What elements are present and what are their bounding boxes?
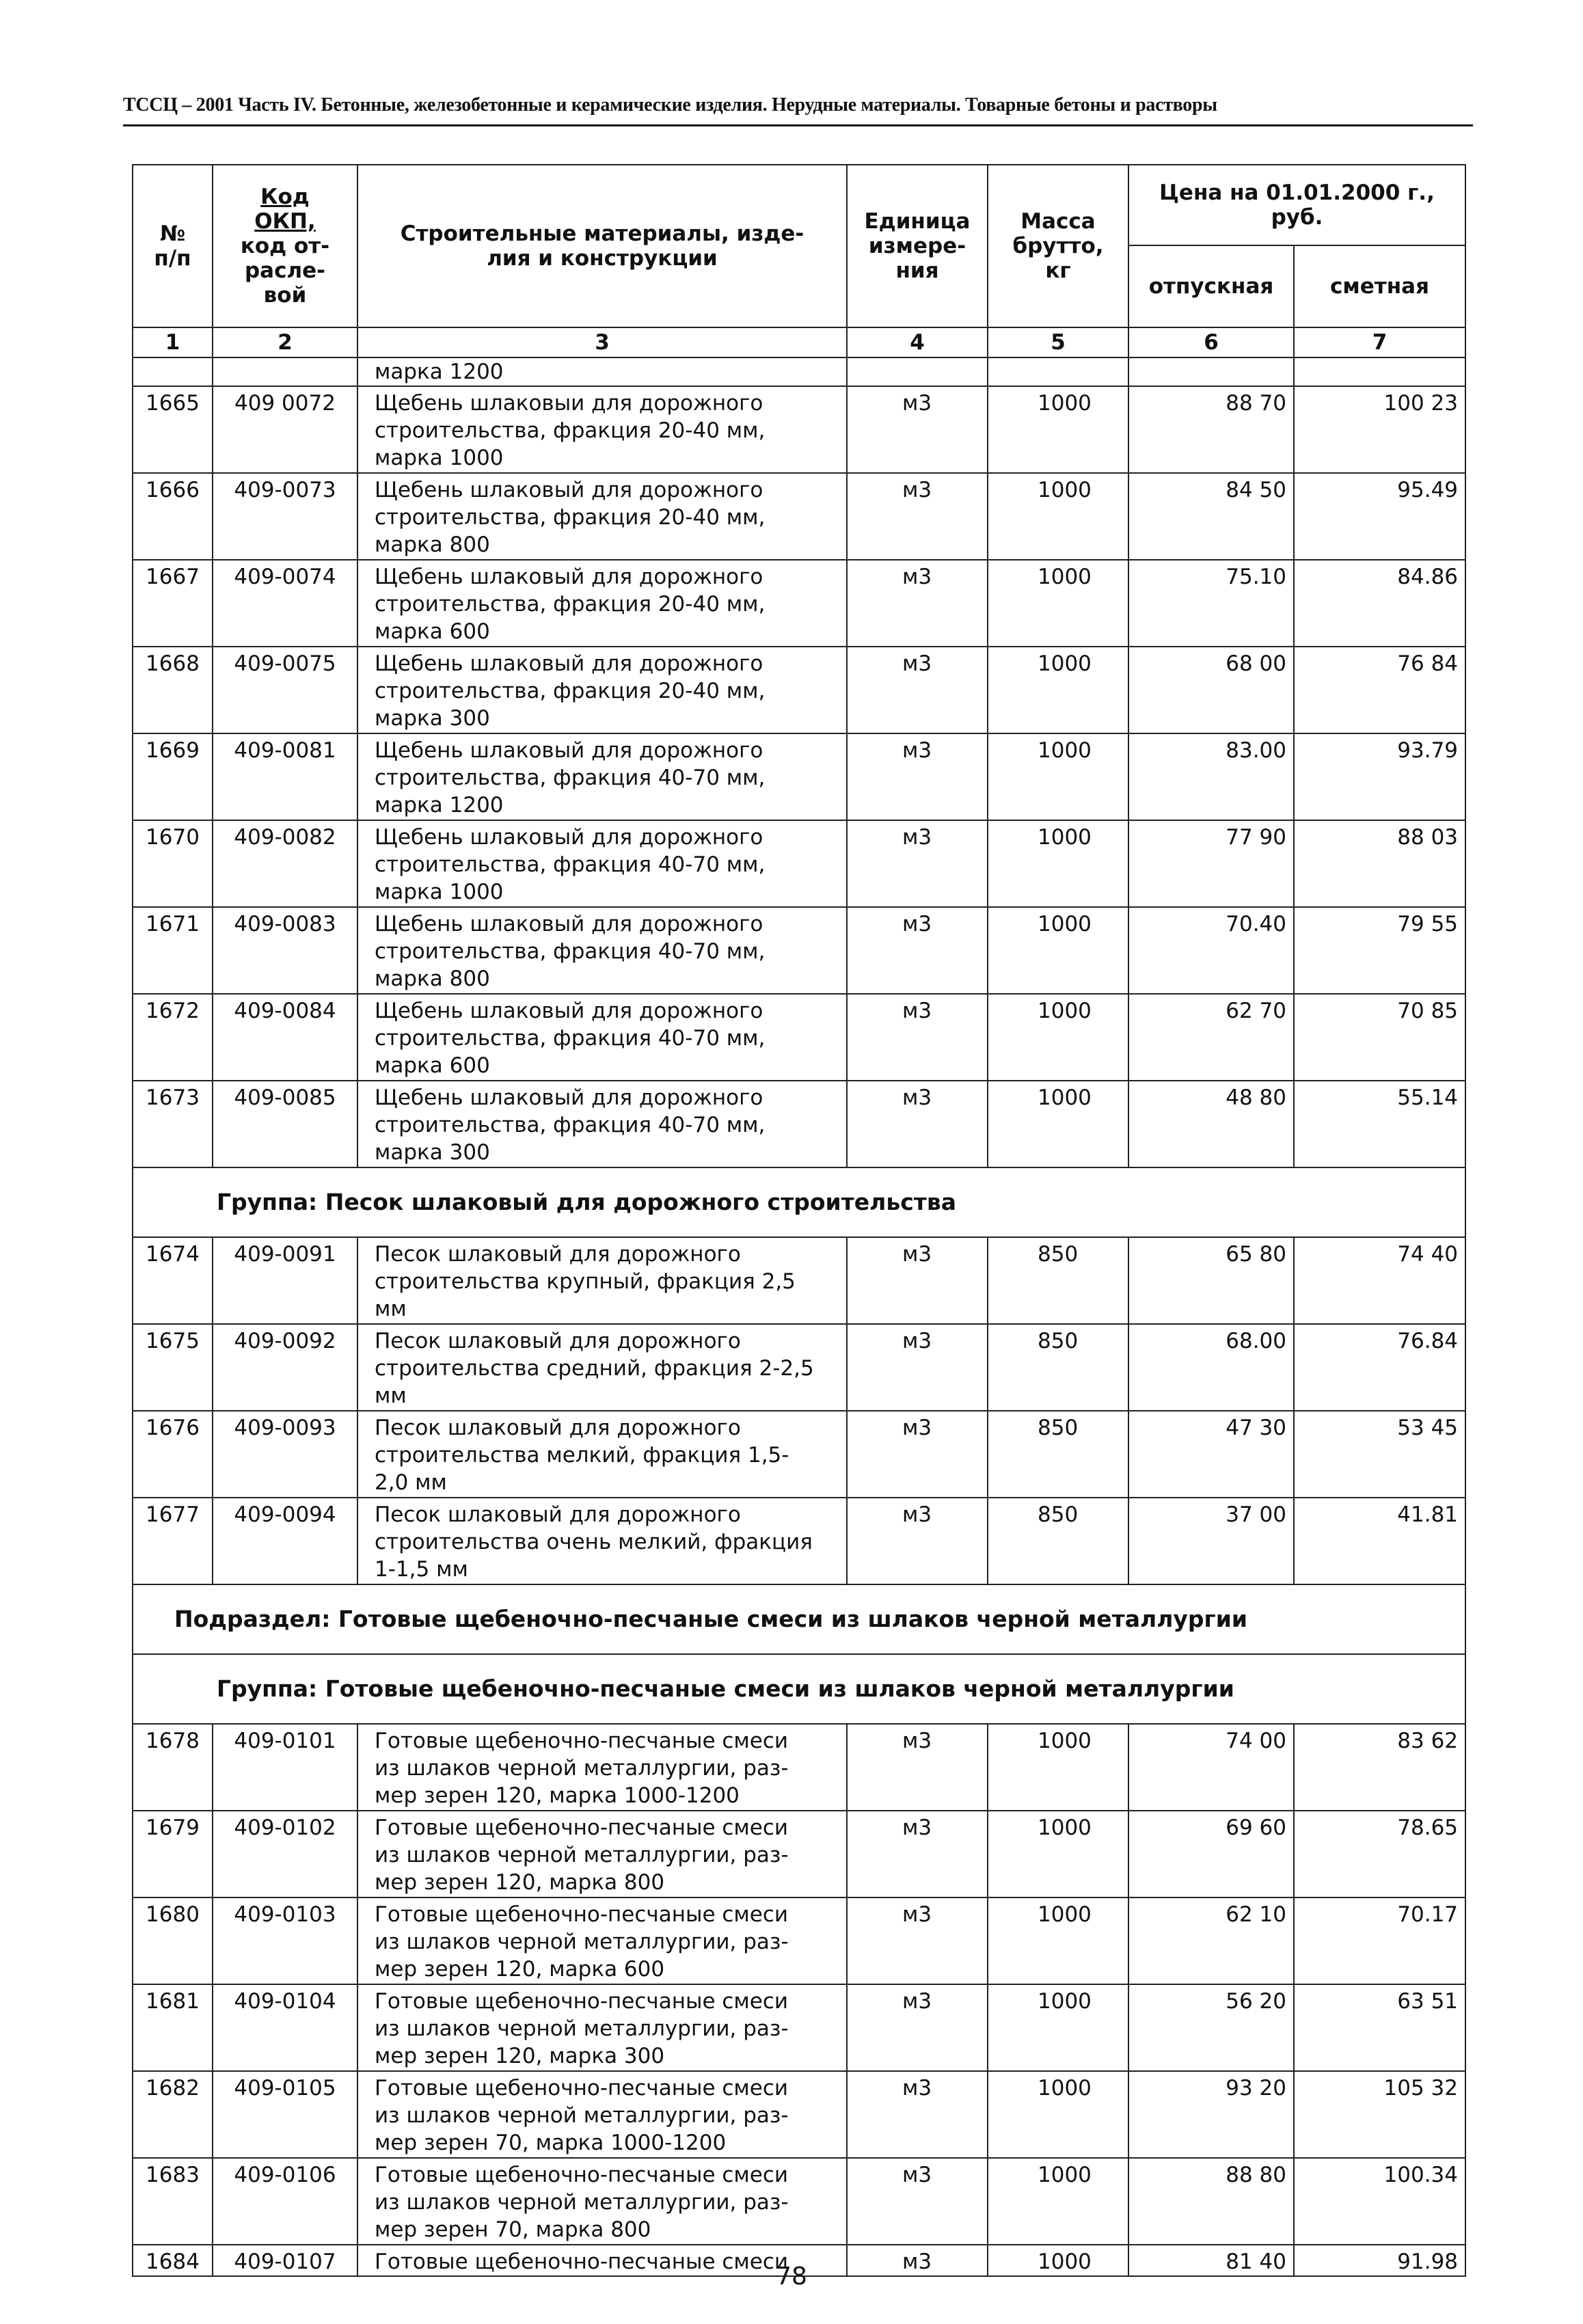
release-price: 56 20 bbox=[1128, 1984, 1294, 2071]
row-number: 1671 bbox=[133, 907, 213, 994]
release-price: 84 50 bbox=[1128, 473, 1294, 560]
material-name-line: Готовые щебеночно-песчаные смеси bbox=[375, 2076, 789, 2100]
material-name bbox=[357, 907, 847, 994]
material-name-line: Щебень шлаковый для дорожного bbox=[375, 912, 763, 936]
material-name-line: строительства, фракция 20-40 мм, bbox=[375, 418, 766, 443]
gross-mass: 850 bbox=[988, 1411, 1128, 1498]
material-name-line: мер зерен 70, марка 1000-1200 bbox=[375, 2131, 727, 2155]
row-number: 1667 bbox=[133, 560, 213, 647]
okp-code: 409-0101 bbox=[213, 1724, 357, 1811]
unit: м3 bbox=[847, 820, 988, 907]
estimate-price: 41.81 bbox=[1294, 1498, 1465, 1584]
col-header-release-price: отпускная bbox=[1128, 245, 1294, 327]
column-number: 4 bbox=[847, 327, 988, 357]
gross-mass: 1000 bbox=[988, 647, 1128, 733]
material-name bbox=[357, 1081, 847, 1167]
okp-code: 409-0092 bbox=[213, 1324, 357, 1411]
release-price: 68 00 bbox=[1128, 647, 1294, 733]
estimate-price: 100.34 bbox=[1294, 2158, 1465, 2245]
material-name-line: марка 800 bbox=[375, 967, 490, 991]
material-name-line: из шлаков черной металлургии, раз- bbox=[375, 2190, 789, 2215]
material-name-line: из шлаков черной металлургии, раз- bbox=[375, 2103, 789, 2128]
col-header-mass: Масса брутто, кг bbox=[988, 165, 1128, 327]
page-number: 78 bbox=[776, 2262, 807, 2291]
release-price: 68.00 bbox=[1128, 1324, 1294, 1411]
release-price: 83.00 bbox=[1128, 733, 1294, 820]
okp-code: 409-0093 bbox=[213, 1411, 357, 1498]
column-number: 5 bbox=[988, 327, 1128, 357]
gross-mass: 1000 bbox=[988, 1811, 1128, 1897]
material-name-line: марка 800 bbox=[375, 532, 490, 557]
unit: м3 bbox=[847, 733, 988, 820]
release-price: 81 40 bbox=[1128, 2245, 1294, 2276]
okp-code: 409-0082 bbox=[213, 820, 357, 907]
unit: м3 bbox=[847, 1411, 988, 1498]
row-number: 1683 bbox=[133, 2158, 213, 2245]
column-number: 3 bbox=[357, 327, 847, 357]
material-name-line: Щебень шлаковыи для дорожного bbox=[375, 391, 763, 416]
column-number: 2 bbox=[213, 327, 357, 357]
column-numbers-row bbox=[133, 327, 1465, 357]
material-name bbox=[357, 473, 847, 560]
estimate-price: 63 51 bbox=[1294, 1984, 1465, 2071]
material-name-line: Песок шлаковый для дорожного bbox=[375, 1502, 741, 1527]
row-number: 1675 bbox=[133, 1324, 213, 1411]
material-name bbox=[357, 1411, 847, 1498]
material-name-line: Щебень шлаковый для дорожного bbox=[375, 1085, 763, 1110]
okp-code: 409-0073 bbox=[213, 473, 357, 560]
release-price: 62 10 bbox=[1128, 1897, 1294, 1984]
unit: м3 bbox=[847, 1498, 988, 1584]
unit: м3 bbox=[847, 1237, 988, 1324]
table-row bbox=[133, 647, 1465, 733]
table-row bbox=[133, 560, 1465, 647]
release-price: 65 80 bbox=[1128, 1237, 1294, 1324]
unit: м3 bbox=[847, 1081, 988, 1167]
material-name bbox=[357, 560, 847, 647]
table-row bbox=[133, 2158, 1465, 2245]
material-name-line: мм bbox=[375, 1383, 407, 1408]
estimate-price: 79 55 bbox=[1294, 907, 1465, 994]
material-name-line: Готовые щебеночно-песчаные смеси bbox=[375, 1902, 789, 1927]
row-number: 1684 bbox=[133, 2245, 213, 2276]
table-body bbox=[133, 357, 1465, 2276]
release-price: 48 80 bbox=[1128, 1081, 1294, 1167]
material-name-line: строительства средний, фракция 2-2,5 bbox=[375, 1356, 814, 1381]
group-heading-row bbox=[133, 1167, 1465, 1237]
material-name bbox=[357, 994, 847, 1081]
release-price: 88 70 bbox=[1128, 386, 1294, 473]
okp-code: 409-0106 bbox=[213, 2158, 357, 2245]
unit: м3 bbox=[847, 2245, 988, 2276]
release-price: 62 70 bbox=[1128, 994, 1294, 1081]
material-name-line: Готовые щебеночно-песчаные смеси bbox=[375, 1729, 789, 1753]
row-number: 1665 bbox=[133, 386, 213, 473]
unit: м3 bbox=[847, 2158, 988, 2245]
unit: м3 bbox=[847, 994, 988, 1081]
material-name-line: марка 300 bbox=[375, 1140, 490, 1165]
continuation-text: марка 1200 bbox=[357, 357, 847, 386]
okp-code: 409 0072 bbox=[213, 386, 357, 473]
unit: м3 bbox=[847, 560, 988, 647]
material-name-line: строительства, фракция 40-70 мм, bbox=[375, 852, 766, 877]
estimate-price: 95.49 bbox=[1294, 473, 1465, 560]
okp-code: 409-0083 bbox=[213, 907, 357, 994]
material-name-line: строительства, фракция 40-70 мм, bbox=[375, 1113, 766, 1137]
material-name-line: из шлаков черной металлургии, раз- bbox=[375, 2016, 789, 2041]
col-header-unit: Единица измере- ния bbox=[847, 165, 988, 327]
table-row bbox=[133, 1897, 1465, 1984]
column-number: 7 bbox=[1294, 327, 1465, 357]
estimate-price: 76 84 bbox=[1294, 647, 1465, 733]
gross-mass: 1000 bbox=[988, 1724, 1128, 1811]
material-name-line: марка 1000 bbox=[375, 880, 504, 904]
okp-code: 409-0094 bbox=[213, 1498, 357, 1584]
gross-mass: 1000 bbox=[988, 560, 1128, 647]
gross-mass: 1000 bbox=[988, 473, 1128, 560]
release-price: 75.10 bbox=[1128, 560, 1294, 647]
estimate-price: 74 40 bbox=[1294, 1237, 1465, 1324]
release-price: 93 20 bbox=[1128, 2071, 1294, 2158]
row-number: 1669 bbox=[133, 733, 213, 820]
table-row bbox=[133, 1724, 1465, 1811]
okp-code: 409-0091 bbox=[213, 1237, 357, 1324]
running-header: ТССЦ – 2001 Часть IV. Бетонные, железобетонные и керамические изделия. Нерудные материалы. Товарные бетоны и растворы bbox=[123, 94, 1217, 116]
material-name bbox=[357, 1324, 847, 1411]
unit: м3 bbox=[847, 2071, 988, 2158]
row-number: 1680 bbox=[133, 1897, 213, 1984]
table-row bbox=[133, 1237, 1465, 1324]
material-name: Готовые щебеночно-песчаные смеси bbox=[357, 2245, 847, 2276]
material-name-line: Готовые щебеночно-песчаные смеси bbox=[375, 1815, 789, 1840]
material-name-line: марка 600 bbox=[375, 1053, 490, 1078]
estimate-price: 100 23 bbox=[1294, 386, 1465, 473]
okp-code: 409-0102 bbox=[213, 1811, 357, 1897]
okp-code: 409-0075 bbox=[213, 647, 357, 733]
material-name-line: мер зерен 120, марка 300 bbox=[375, 2044, 665, 2068]
gross-mass: 850 bbox=[988, 1237, 1128, 1324]
row-number: 1673 bbox=[133, 1081, 213, 1167]
material-name-line: мер зерен 120, марка 800 bbox=[375, 1870, 665, 1895]
gross-mass: 1000 bbox=[988, 994, 1128, 1081]
table-row bbox=[133, 1411, 1465, 1498]
material-name bbox=[357, 1897, 847, 1984]
estimate-price: 88 03 bbox=[1294, 820, 1465, 907]
release-price: 70.40 bbox=[1128, 907, 1294, 994]
estimate-price: 84.86 bbox=[1294, 560, 1465, 647]
material-name bbox=[357, 1498, 847, 1584]
release-price: 69 60 bbox=[1128, 1811, 1294, 1897]
price-table bbox=[132, 164, 1466, 2277]
material-name-line: строительства крупный, фракция 2,5 bbox=[375, 1269, 796, 1294]
row-number: 1674 bbox=[133, 1237, 213, 1324]
unit: м3 bbox=[847, 907, 988, 994]
row-number: 1668 bbox=[133, 647, 213, 733]
okp-code: 409-0074 bbox=[213, 560, 357, 647]
release-price: 37 00 bbox=[1128, 1498, 1294, 1584]
column-number: 6 bbox=[1128, 327, 1294, 357]
estimate-price: 93.79 bbox=[1294, 733, 1465, 820]
table-row bbox=[133, 1324, 1465, 1411]
unit: м3 bbox=[847, 1897, 988, 1984]
header-rule bbox=[123, 124, 1473, 126]
material-name-line: 2,0 мм bbox=[375, 1470, 447, 1495]
okp-code: 409-0103 bbox=[213, 1897, 357, 1984]
material-name bbox=[357, 1237, 847, 1324]
material-name-line: из шлаков черной металлургии, раз- bbox=[375, 1930, 789, 1954]
material-name-line: строительства очень мелкий, фракция bbox=[375, 1530, 813, 1554]
gross-mass: 1000 bbox=[988, 2071, 1128, 2158]
unit: м3 bbox=[847, 1724, 988, 1811]
table-row bbox=[133, 994, 1465, 1081]
material-name-line: Песок шлаковый для дорожного bbox=[375, 1242, 741, 1267]
material-name-line: из шлаков черной металлургии, раз- bbox=[375, 1843, 789, 1867]
row-number: 1670 bbox=[133, 820, 213, 907]
unit: м3 bbox=[847, 647, 988, 733]
material-name-line: мер зерен 70, марка 800 bbox=[375, 2217, 651, 2242]
group-heading: Группа: Готовые щебеночно-песчаные смеси из шлаков черной металлургии bbox=[133, 1654, 1465, 1724]
table-row bbox=[133, 907, 1465, 994]
material-name-line: Песок шлаковый для дорожного bbox=[375, 1416, 741, 1440]
gross-mass: 1000 bbox=[988, 1984, 1128, 2071]
material-name-line: из шлаков черной металлургии, раз- bbox=[375, 1756, 789, 1781]
material-name-line: строительства, фракция 20-40 мм, bbox=[375, 592, 766, 617]
material-name-line: Щебень шлаковый для дорожного bbox=[375, 999, 763, 1023]
gross-mass: 1000 bbox=[988, 733, 1128, 820]
material-name-line: Песок шлаковый для дорожного bbox=[375, 1329, 741, 1353]
column-number: 1 bbox=[133, 327, 213, 357]
material-name-line: марка 600 bbox=[375, 619, 490, 644]
okp-code: 409-0085 bbox=[213, 1081, 357, 1167]
okp-code: 409-0104 bbox=[213, 1984, 357, 2071]
estimate-price: 70 85 bbox=[1294, 994, 1465, 1081]
unit: м3 bbox=[847, 1324, 988, 1411]
estimate-price: 78.65 bbox=[1294, 1811, 1465, 1897]
material-name-line: марка 1200 bbox=[375, 793, 504, 818]
gross-mass: 850 bbox=[988, 1324, 1128, 1411]
okp-code: 409-0105 bbox=[213, 2071, 357, 2158]
material-name-line: Готовые щебеночно-песчаные смеси bbox=[375, 1989, 789, 2014]
material-name bbox=[357, 2071, 847, 2158]
unit: м3 bbox=[847, 1984, 988, 2071]
material-name-line: марка 1000 bbox=[375, 446, 504, 470]
material-name bbox=[357, 733, 847, 820]
release-price: 77 90 bbox=[1128, 820, 1294, 907]
subsection-heading-row bbox=[133, 1584, 1465, 1654]
subsection-heading: Подраздел: Готовые щебеночно-песчаные смеси из шлаков черной металлургии bbox=[133, 1584, 1465, 1654]
table-row bbox=[133, 1081, 1465, 1167]
table-row bbox=[133, 733, 1465, 820]
material-name bbox=[357, 820, 847, 907]
material-name-line: строительства, фракция 40-70 мм, bbox=[375, 939, 766, 964]
unit: м3 bbox=[847, 386, 988, 473]
material-name-line: строительства, фракция 20-40 мм, bbox=[375, 505, 766, 530]
material-name-line: Щебень шлаковый для дорожного bbox=[375, 651, 763, 676]
col-header-code: Код ОКП, код от- расле- вой bbox=[213, 165, 357, 327]
release-price: 88 80 bbox=[1128, 2158, 1294, 2245]
gross-mass: 1000 bbox=[988, 907, 1128, 994]
material-name-line: строительства, фракция 20-40 мм, bbox=[375, 679, 766, 703]
material-name-line: 1-1,5 мм bbox=[375, 1557, 468, 1582]
row-number: 1676 bbox=[133, 1411, 213, 1498]
material-name-line: мер зерен 120, марка 1000-1200 bbox=[375, 1783, 740, 1808]
row-number: 1678 bbox=[133, 1724, 213, 1811]
table-row bbox=[133, 2071, 1465, 2158]
material-name bbox=[357, 386, 847, 473]
table-row bbox=[133, 1984, 1465, 2071]
material-name bbox=[357, 1724, 847, 1811]
gross-mass: 850 bbox=[988, 1498, 1128, 1584]
material-name bbox=[357, 647, 847, 733]
material-name bbox=[357, 1984, 847, 2071]
material-name bbox=[357, 1811, 847, 1897]
material-name-line: строительства мелкий, фракция 1,5- bbox=[375, 1443, 789, 1468]
row-number: 1679 bbox=[133, 1811, 213, 1897]
release-price: 47 30 bbox=[1128, 1411, 1294, 1498]
row-number: 1666 bbox=[133, 473, 213, 560]
row-number: 1681 bbox=[133, 1984, 213, 2071]
table-row bbox=[133, 473, 1465, 560]
table-row bbox=[133, 386, 1465, 473]
continuation-row bbox=[133, 357, 1465, 386]
estimate-price: 83 62 bbox=[1294, 1724, 1465, 1811]
estimate-price: 105 32 bbox=[1294, 2071, 1465, 2158]
col-header-name: Строительные материалы, изде- лия и конструкции bbox=[357, 165, 847, 327]
group-heading: Группа: Песок шлаковый для дорожного строительства bbox=[133, 1167, 1465, 1237]
okp-code: 409-0107 bbox=[213, 2245, 357, 2276]
estimate-price: 76.84 bbox=[1294, 1324, 1465, 1411]
table-row bbox=[133, 1811, 1465, 1897]
material-name-line: Щебень шлаковый для дорожного bbox=[375, 478, 763, 502]
material-name-line: Щебень шлаковый для дорожного bbox=[375, 825, 763, 850]
material-name bbox=[357, 2158, 847, 2245]
okp-code: 409-0084 bbox=[213, 994, 357, 1081]
row-number: 1672 bbox=[133, 994, 213, 1081]
row-number: 1677 bbox=[133, 1498, 213, 1584]
okp-code: 409-0081 bbox=[213, 733, 357, 820]
material-name-line: марка 300 bbox=[375, 706, 490, 731]
gross-mass: 1000 bbox=[988, 386, 1128, 473]
table-header bbox=[133, 165, 1465, 357]
material-name-line: Щебень шлаковый для дорожного bbox=[375, 565, 763, 589]
estimate-price: 53 45 bbox=[1294, 1411, 1465, 1498]
material-name-line: мм bbox=[375, 1297, 407, 1321]
material-name-line: Щебень шлаковый для дорожного bbox=[375, 738, 763, 763]
material-name-line: Готовые щебеночно-песчаные смеси bbox=[375, 2163, 789, 2187]
table-row bbox=[133, 820, 1465, 907]
gross-mass: 1000 bbox=[988, 1897, 1128, 1984]
material-name-line: мер зерен 120, марка 600 bbox=[375, 1957, 665, 1982]
estimate-price: 91.98 bbox=[1294, 2245, 1465, 2276]
gross-mass: 1000 bbox=[988, 2245, 1128, 2276]
group-heading-row bbox=[133, 1654, 1465, 1724]
unit: м3 bbox=[847, 1811, 988, 1897]
material-name-line: строительства, фракция 40-70 мм, bbox=[375, 1026, 766, 1051]
gross-mass: 1000 bbox=[988, 1081, 1128, 1167]
row-number: 1682 bbox=[133, 2071, 213, 2158]
unit: м3 bbox=[847, 473, 988, 560]
table-row bbox=[133, 1498, 1465, 1584]
gross-mass: 1000 bbox=[988, 820, 1128, 907]
estimate-price: 55.14 bbox=[1294, 1081, 1465, 1167]
release-price: 74 00 bbox=[1128, 1724, 1294, 1811]
gross-mass: 1000 bbox=[988, 2158, 1128, 2245]
material-name-line: строительства, фракция 40-70 мм, bbox=[375, 766, 766, 790]
col-header-estimate-price: сметная bbox=[1294, 245, 1465, 327]
col-header-num: № п/п bbox=[133, 165, 213, 327]
estimate-price: 70.17 bbox=[1294, 1897, 1465, 1984]
col-header-price: Цена на 01.01.2000 г., руб. bbox=[1128, 165, 1465, 245]
